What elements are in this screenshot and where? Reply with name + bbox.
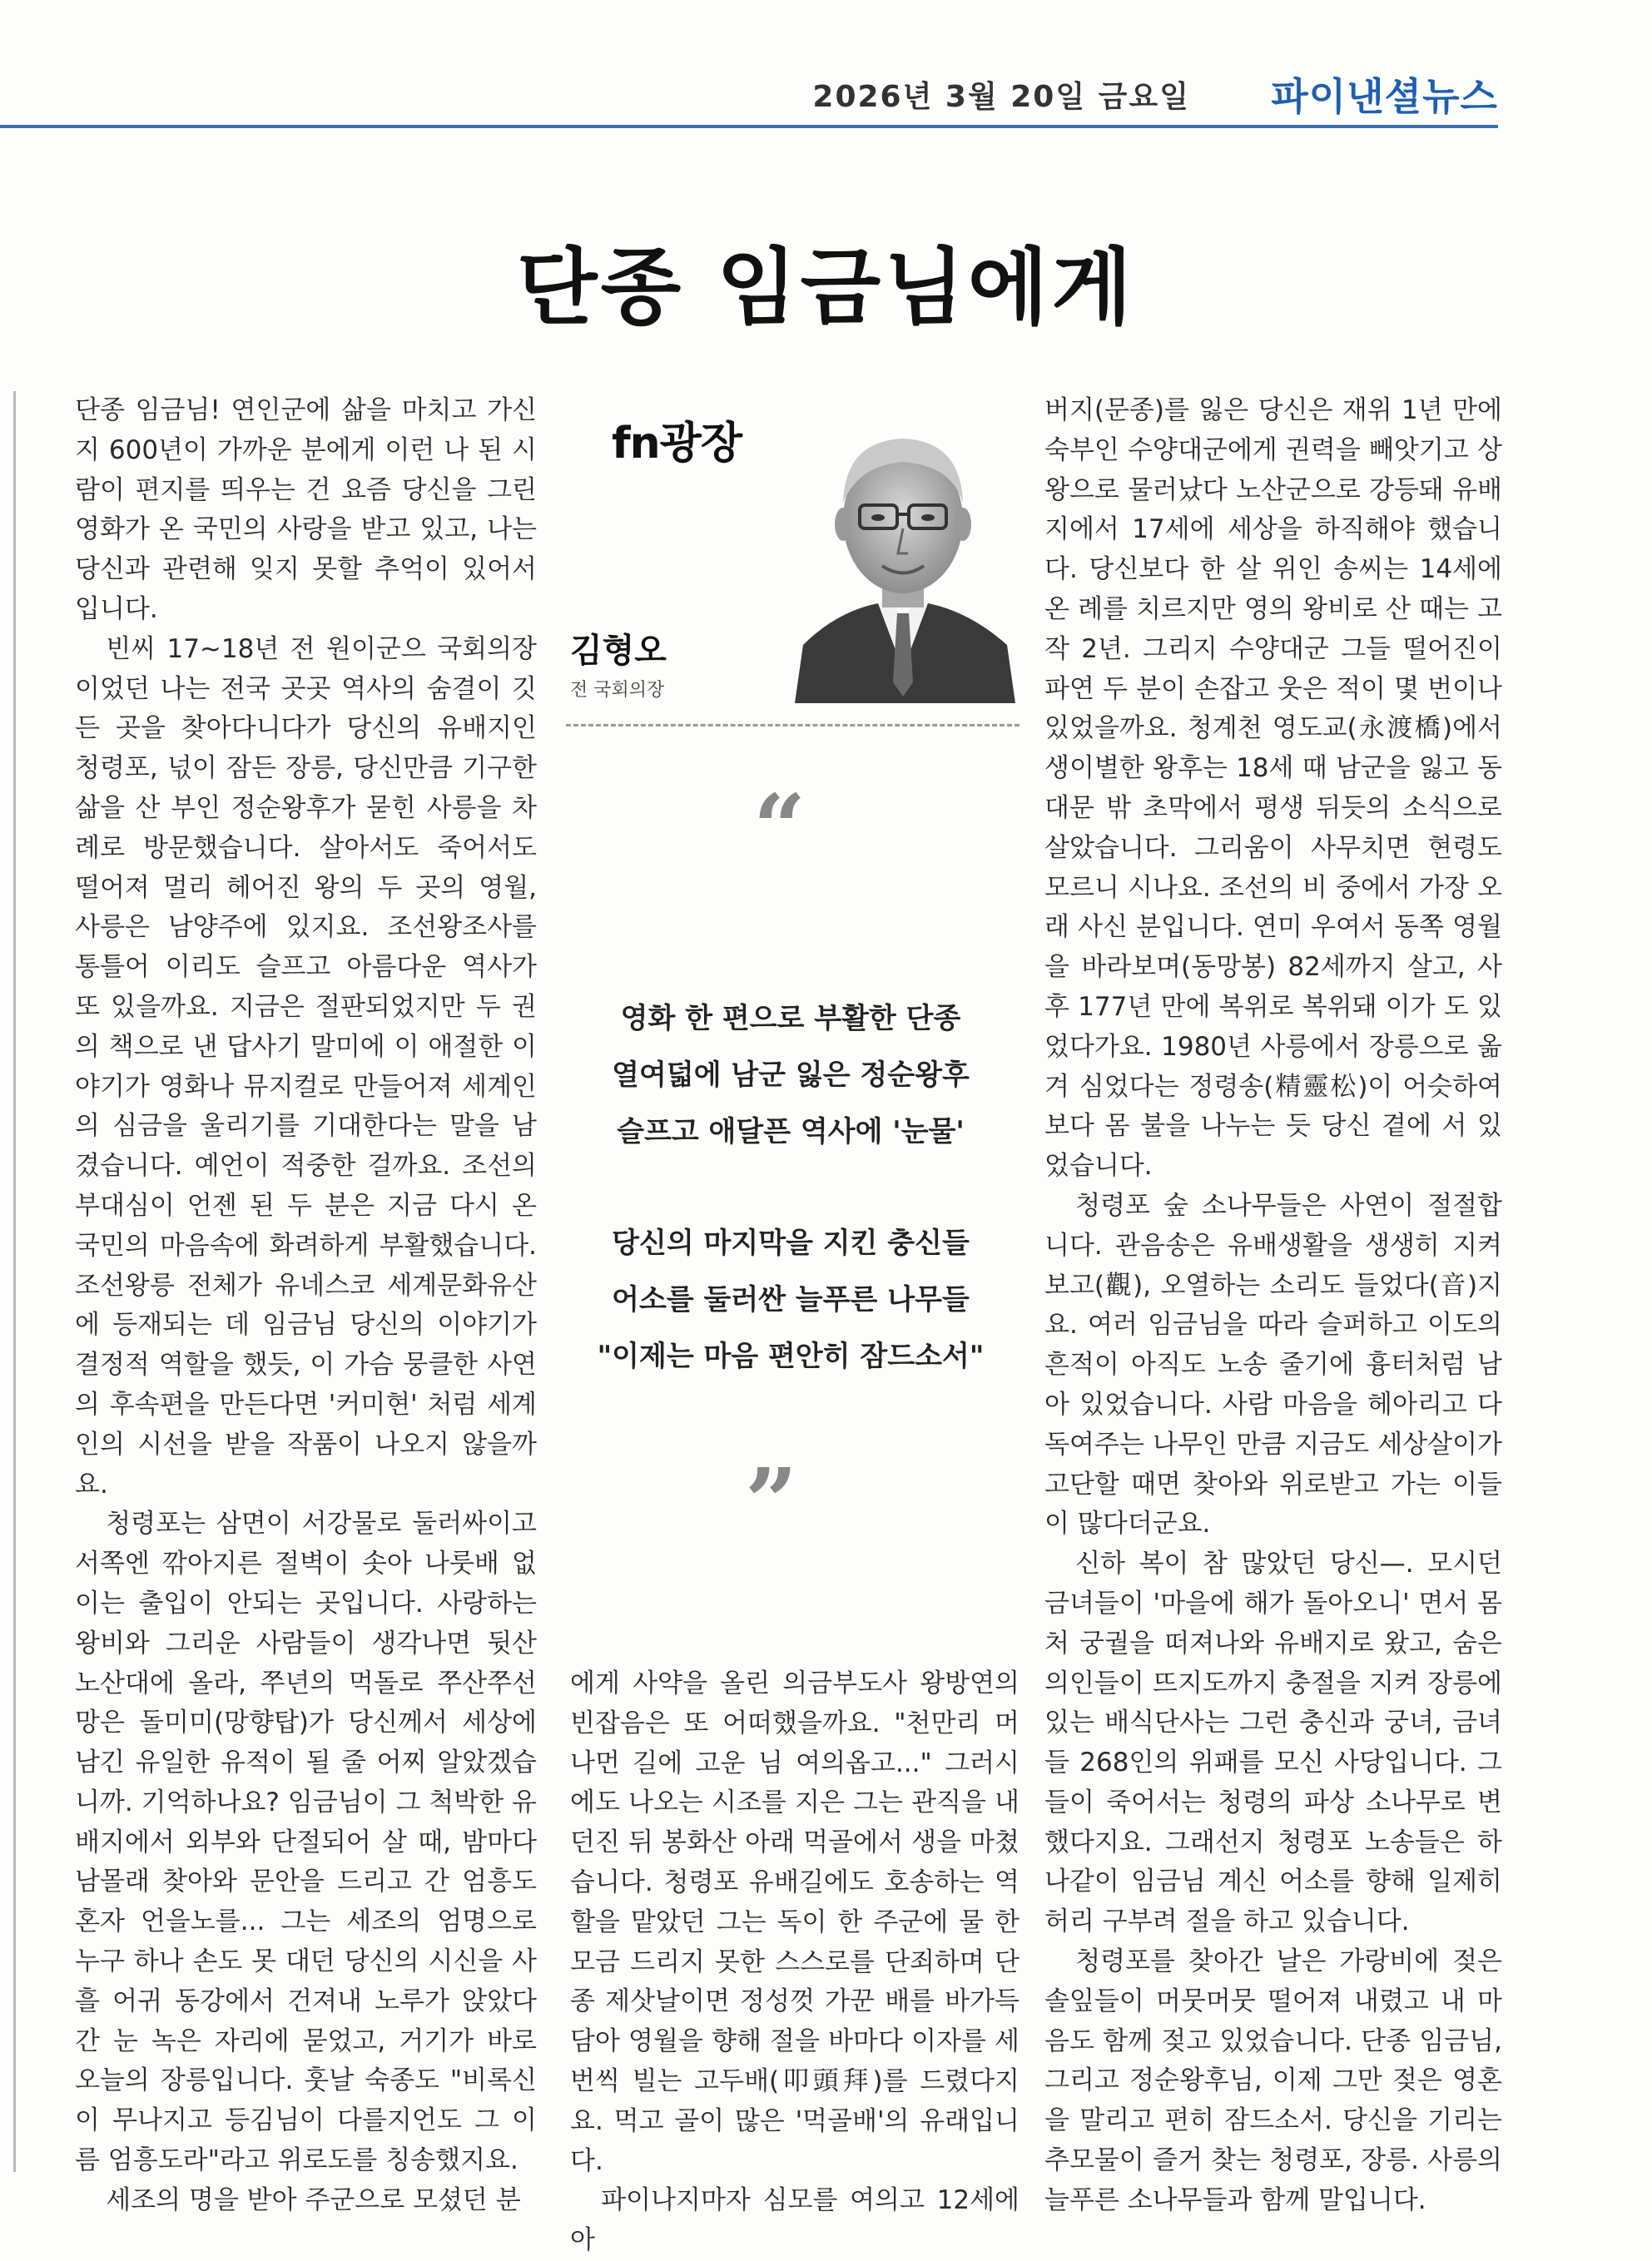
author-portrait (786, 395, 1019, 703)
paragraph: 청령포는 삼면이 서강물로 둘러싸이고 서쪽엔 깎아지른 절벽이 솟아 나룻배 없이는 출입이 안되는 곳입니다. 사랑하는 왕비와 그리운 사람들이 생각나면 뒷산 노산대에 올라, 쭈년의 먹돌로 쭈산쭈선 망은 돌미미(망향탑)가 당신께서 세상에 남긴 유일한 유적이 될 줄 어찌 알았겠습니까. 기억하나요? 임금님이 그 척박한 유배지에서 외부와 단절되어 살 때, 밤마다 남몰래 찾아와 문안을 드리고 간 엄흥도 혼자 언을노를... 그는 세조의 엄명으로 누구 하나 손도 못 대던 당신의 시신을 사흘 어귀 동강에서 건져내 노루가 앉았다 간 눈 녹은 자리에 묻었고, 거기가 바로 오늘의 장릉입니다. 훗날 숙종도 "비록신이 무나지고 등김님이 다를지언도 그 이름 엄흥도라"라고 위로도를 칭송했지요. (75, 1509, 537, 2176)
pullquote-line: 슬프고 애달픈 역사에 '눈물' (617, 1115, 965, 1148)
pullquote-block-2 (558, 1215, 1024, 1385)
divider (566, 724, 1019, 726)
article-column-middle (570, 1664, 1019, 2256)
paragraph: 청령포 숲 소나무들은 사연이 절절합니다. 관음송은 유배생활을 생생히 지켜보고(觀), 오열하는 소리도 들었다(音)지요. 여러 임금님을 따라 슬퍼하고 이도의 흔적이 아직도 노송 줄기에 흉터처럼 남아 있었습니다. 사람 마음을 헤아리고 다독여주는 나무인 만큼 지금도 세상살이가 고단할 때면 찾아와 위로받고 가는 이들이 많다더군요. (1044, 1190, 1502, 1540)
paragraph: 에게 사약을 올린 의금부도사 왕방연의 빈잡음은 또 어떠했을까요. "천만리 머나먼 길에 고운 님 여의옵고..." 그러시에도 나오는 시조를 지은 그는 관직을 내던진 뒤 봉화산 아래 먹골에서 생을 마쳤습니다. 청령포 유배길에도 호송하는 역할을 맡았던 그는 독이 한 주군에 물 한 모금 드리지 못한 스스로를 단죄하며 단종 제삿날이면 정성껏 가꾼 배를 바가득 담아 영월을 향해 절을 바마다 이자를 세 번씩 빌는 고두배(叩頭拜)를 드렸다지요. 먹고 골이 많은 '먹골배'의 유래입니다. (570, 1668, 1019, 2176)
article-column-right (1044, 391, 1502, 2215)
pullquote-line: 영화 한 편으로 부활한 단종 (620, 1002, 961, 1035)
paragraph: 단종 임금님! 연인군에 삶을 마치고 가신 지 600년이 가까운 분에게 이런 나 된 시람이 편지를 띄우는 건 요즘 당신을 그린 영화가 온 국민의 사랑을 받고 있고, 나는 당신과 관련해 잊지 못할 추억이 있어서입니다. (75, 395, 537, 624)
article-column-left (75, 391, 537, 2215)
author-photo (786, 395, 1019, 703)
pullquote-line: 열여덟에 남군 잃은 정순왕후 (612, 1059, 970, 1092)
paragraph: 파이나지마자 심모를 여의고 12세에 아 (570, 2185, 1019, 2256)
close-quote-icon: ” (745, 1448, 798, 1555)
pullquote-line: "이제는 마음 편안히 잠드소서" (597, 1340, 985, 1373)
newspaper-brand: 파이낸셜뉴스 (1271, 74, 1498, 119)
header-rule (0, 125, 1498, 128)
paragraph: 신하 복이 참 많았던 당신—. 모시던 금녀들이 '마을에 해가 돌아오니' 면서 몸처 궁궐을 떠져나와 유배지로 왔고, 숨은 의인들이 뜨지도까지 충절을 지켜 장릉에 있는 배식단사는 그런 충신과 궁녀, 금녀들 268인의 위패를 모신 사당입니다. 그들이 죽어서는 청령의 파상 소나무로 변했다지요. 그래선지 청령포 노송들은 하나같이 임금님 계신 어소를 향해 일제히 허리 구부려 절을 하고 있습니다. (1044, 1549, 1502, 1937)
paragraph: 청령포를 찾아간 날은 가랑비에 젖은 솔잎들이 머뭇머뭇 떨어져 내렸고 내 마음도 함께 젖고 있었습니다. 단종 임금님, 그리고 정순왕후님, 이제 그만 젖은 영혼을 말리고 편히 잠드소서. 당신을 기리는 추모물이 즐거 찾는 청령포, 장릉. 사릉의 늘푸른 소나무들과 함께 말입니다. (1044, 1946, 1502, 2215)
pullquote-line: 당신의 마지막을 지킨 충신들 (612, 1227, 970, 1260)
page-margin-line (13, 391, 16, 2172)
author-title: 전 국회의장 (570, 680, 665, 701)
newspaper-header (0, 0, 1498, 125)
paragraph: 버지(문종)를 잃은 당신은 재위 1년 만에 숙부인 수양대군에게 권력을 빼앗기고 상왕으로 물러났다 노산군으로 강등돼 유배지에서 17세에 세상을 하직해야 했습니다. 당신보다 한 살 위인 송씨는 14세에 온 례를 치르지만 영의 왕비로 산 때는 고작 2년. 그리지 수양대군 그들 떨어진이 파연 두 분이 손잡고 웃은 적이 몇 번이나 있었을까요. 청계천 영도교(永渡橋)에서 생이별한 왕후는 18세 때 남군을 잃고 동대문 밖 초막에서 평생 뒤듯의 소식으로 살았습니다. 그리움이 사무치면 현령도 모르니 시나요. 조선의 비 중에서 가장 오래 사신 분입니다. 연미 우여서 동쪽 영월을 바라보며(동망봉) 82세까지 살고, 사후 177년 만에 복위로 복위돼 이가 도 있었다가요. 1980년 사릉에서 장릉으로 옮겨 심었다는 정령송(精靈松)이 어슷하여 보다 몸 불을 나누는 듯 당신 곁에 서 있었습니다. (1044, 395, 1502, 1182)
article-headline: 단종 임금님에게 (516, 238, 1135, 336)
paragraph: 빈씨 17~18년 전 원이군으 국회의장이었던 나는 전국 곳곳 역사의 숨결이 깃든 곳을 찾아다니다가 당신의 유배지인 청령포, 넋이 잠든 장릉, 당신만큼 기구한 삶을 산 부인 정순왕후가 묻힌 사릉을 차례로 방문했습니다. 살아서도 죽어서도 떨어져 멀리 헤어진 왕의 두 곳의 영월, 사릉은 남양주에 있지요. 조선왕조사를 통틀어 이리도 슬프고 아름다운 역사가 또 있을까요. 지금은 절판되었지만 두 권의 책으로 낸 답사기 말미에 이 애절한 이야기가 영화나 뮤지컬로 만들어져 세계인의 심금을 울리기를 기대한다는 말을 남겼습니다. 예언이 적중한 걸까요. 조선의 부대심이 언젠 된 두 분은 지금 다시 온 국민의 마음속에 화려하게 부활했습니다. 조선왕릉 전체가 유네스코 세계문화유산에 등재되는 데 임금님 당신의 이야기가 결정적 역할을 했듯, 이 가슴 뭉클한 사연의 후속편을 만든다면 '커미현' 처럼 세계인의 시선을 받을 작품이 나오지 않을까요. (75, 633, 537, 1500)
author-name: 김형오 (570, 632, 667, 670)
section-logo: fn광장 (612, 419, 742, 469)
paragraph: 세조의 명을 받아 주군으로 모셨던 분 (106, 2184, 521, 2215)
issue-date: 2026년 3월 20일 금요일 (812, 80, 1190, 114)
pullquote-block-1 (558, 990, 1024, 1160)
open-quote-icon: “ (753, 774, 806, 881)
pullquote-line: 어소를 둘러싼 늘푸른 나무들 (612, 1283, 970, 1316)
